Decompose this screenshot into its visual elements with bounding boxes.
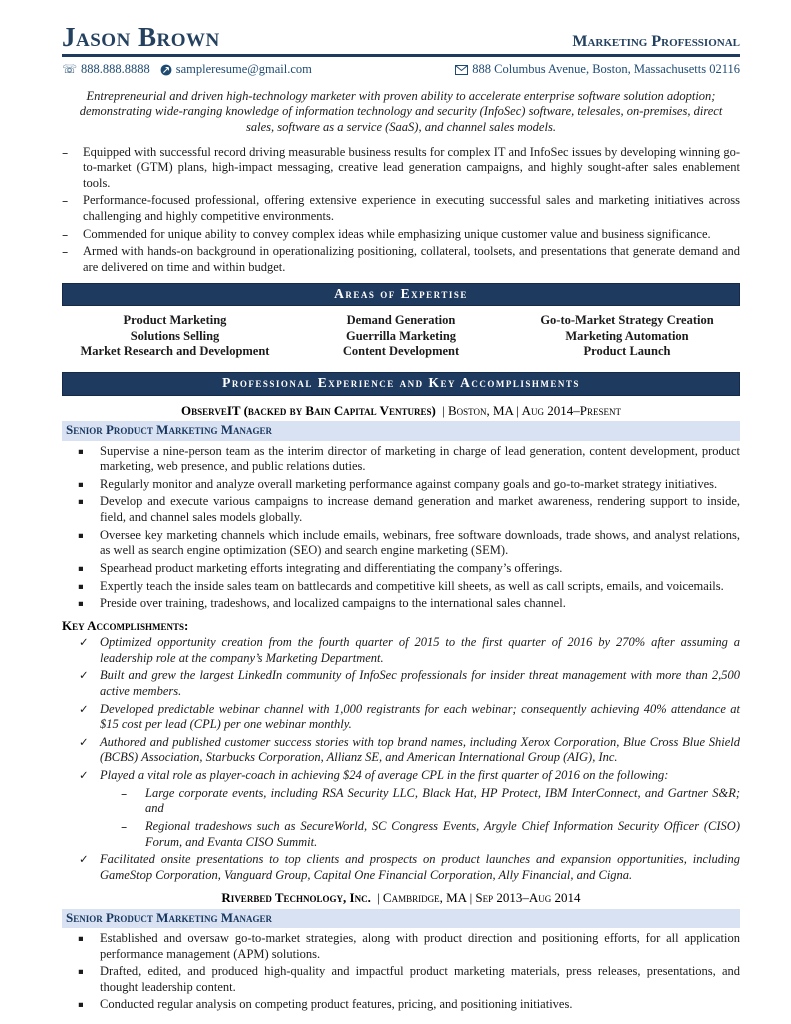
square-bullet-marker: ▪: [78, 530, 84, 541]
expertise-item: Product Launch: [583, 343, 671, 358]
postal-address: 888 Columbus Avenue, Boston, Massachusetts 02116: [472, 62, 740, 76]
check-bullet-marker: ✓: [79, 768, 89, 782]
expertise-item: Market Research and Development: [80, 343, 270, 358]
expertise-column: [514, 313, 740, 359]
accomplishment-text: Developed predictable webinar channel with 1,000 registrants for each webinar; consequently achieving 40% attendance at $15 cost per lead (CPL) per one webinar monthly.: [100, 701, 740, 732]
accomplishments-list: [79, 635, 740, 883]
accomplishment-text: Facilitated onsite presentations to top clients and prospects on product launches and expansion opportunities, including GameStop Corporation, Vanguard Group, Capital One Financial Corporation, Ally Financial, and Cigna.: [100, 852, 740, 882]
highlight-text: Equipped with successful record driving measurable business results for complex IT and InfoSec issues by developing winning go-to-market (GTM) plans, high-impact messaging, creative lead generation campaigns, and highly sought-after sales enablement tools.: [83, 144, 740, 190]
email-address: sampleresume@gmail.com: [175, 62, 312, 76]
expertise-column: [288, 313, 514, 359]
dash-bullet-marker: –: [62, 244, 69, 260]
key-accomplishments-heading: Key Accomplishments:: [62, 617, 189, 633]
list-item: [78, 561, 740, 577]
check-bullet-marker: ✓: [79, 635, 89, 649]
list-item: [62, 145, 740, 192]
check-bullet-marker: ✓: [79, 701, 89, 716]
accomplishment-text: Authored and published customer success stories with top brand names, including Xerox Corporation, Blue Cross Blue Shield (BCBS) Association, Starbucks Corporation, Allianz SE, and American International Group (AIG), Inc.: [100, 734, 740, 765]
list-item: [62, 244, 740, 275]
square-bullet-marker: ▪: [78, 446, 84, 457]
job-role-bar: Senior Product Marketing Manager: [62, 909, 740, 928]
candidate-name: Jason Brown: [62, 22, 220, 52]
expertise-item: Marketing Automation: [565, 328, 689, 343]
dash-bullet-marker: –: [62, 144, 69, 160]
company-name: ObserveIT (backed by Bain Capital Ventures): [181, 403, 436, 418]
dash-bullet-marker: –: [62, 226, 69, 242]
accomplishment-text: Played a vital role as player-coach in achieving $24 of average CPL in the first quarter of 2016 on the following:: [100, 768, 669, 782]
job-bullets: [78, 931, 740, 1013]
contact-left: [62, 62, 312, 78]
list-item: [62, 227, 740, 243]
section-banner-professional-experience: Professional Experience and Key Accomplishments: [62, 372, 740, 396]
envelope-icon: [455, 65, 468, 75]
highlight-text: Commended for unique ability to convey complex ideas while emphasizing unique customer value and business significance.: [83, 226, 711, 241]
job-bullets: [78, 444, 740, 612]
job-bullet-text: Spearhead product marketing efforts integrating and differentiating the company’s offerings.: [100, 560, 563, 575]
dash-bullet-marker: –: [62, 193, 69, 209]
list-item: [78, 931, 740, 962]
job-bullet-text: Expertly teach the inside sales team on battlecards and competitive kill sheets, as well as call scripts, emails, and voicemails.: [100, 578, 724, 593]
expertise-item: Demand Generation: [346, 313, 456, 328]
expertise-item: Go-to-Market Strategy Creation: [540, 313, 714, 328]
company-meta: | Cambridge, MA | Sep 2013–Aug 2014: [377, 890, 581, 906]
expertise-grid: [62, 306, 740, 367]
list-item: [78, 596, 740, 612]
highlight-text: Performance-focused professional, offering extensive experience in executing successful sales and marketing initiatives across challenging and highly competitive environments.: [83, 193, 740, 223]
check-bullet-marker: ✓: [79, 852, 89, 867]
square-bullet-marker: ▪: [78, 967, 84, 978]
expertise-item: Guerrilla Marketing: [345, 328, 457, 343]
list-item: [79, 702, 740, 733]
square-bullet-marker: ▪: [78, 1000, 84, 1011]
list-item: [78, 477, 740, 493]
list-item: [62, 193, 740, 224]
square-bullet-marker: ▪: [78, 599, 84, 610]
list-item: [121, 786, 740, 817]
square-bullet-marker: ▪: [78, 497, 84, 508]
professional-title: Marketing Professional: [572, 33, 740, 51]
job-role-bar: Senior Product Marketing Manager: [62, 421, 740, 440]
sub-bullet-list: [121, 786, 740, 851]
accomplishment-text: Optimized opportunity creation from the fourth quarter of 2015 to the first quarter of 2016 by 270% after assuming a leadership role at the company’s Marketing Department.: [100, 635, 740, 665]
highlights-list: [62, 145, 740, 276]
expertise-item: Solutions Selling: [130, 328, 220, 343]
list-item: [78, 494, 740, 525]
header: [62, 24, 740, 57]
address-contact: [455, 62, 740, 78]
list-item: [121, 819, 740, 850]
square-bullet-marker: ▪: [78, 479, 84, 490]
job-bullet-text: Preside over training, tradeshows, and localized campaigns to the international sales channel.: [100, 596, 566, 611]
job-bullet-text: Drafted, edited, and produced high-quality and impactful product marketing materials, press releases, presentations, and thought leadership content.: [100, 964, 740, 994]
square-bullet-marker: ▪: [78, 581, 84, 592]
company-line: [62, 403, 740, 419]
list-item: [78, 528, 740, 559]
company-meta: | Boston, MA | Aug 2014–Present: [442, 403, 621, 418]
summary-paragraph: Entrepreneurial and driven high-technology marketer with proven ability to accelerate enterprise software solution adoption; demonstrating wide-ranging knowledge of information technology and security (InfoSec) software, telesales, on-premises, direct sales, software as a service (SaaS), and channel sales models.: [79, 88, 723, 134]
company-name: Riverbed Technology, Inc.: [221, 890, 371, 906]
job-bullet-text: Established and oversaw go-to-market strategies, along with product direction and positioning efforts, for all application performance management (APM) solutions.: [100, 930, 740, 961]
list-item: [78, 444, 740, 475]
list-item: [79, 668, 740, 699]
section-banner-areas-of-expertise: Areas of Expertise: [62, 283, 740, 307]
highlight-text: Armed with hands-on background in operationalizing positioning, collateral, toolsets, and presentations that generate demand and are delivered on time and within budget.: [83, 244, 740, 274]
job-bullet-text: Conducted regular analysis on competing product features, pricing, and positioning initiatives.: [100, 997, 573, 1012]
phone-number: 888.888.8888: [81, 62, 150, 76]
job-bullet-text: Supervise a nine-person team as the interim director of marketing in charge of lead generation, content development, product marketing, web presence, and public relations duties.: [100, 443, 740, 474]
list-item: [79, 735, 740, 766]
job-bullet-text: Develop and execute various campaigns to increase demand generation and market awareness, rendering support to inside, field, and channel sales models globally.: [100, 494, 740, 524]
expertise-column: [62, 313, 288, 359]
square-bullet-marker: ▪: [78, 563, 84, 574]
job-bullet-text: Oversee key marketing channels which include emails, webinars, free software downloads, trade shows, and analyst relations, as well as search engine optimization (SEO) and search engine marketing (SEM).: [100, 527, 740, 558]
phone-contact: [62, 62, 150, 78]
check-bullet-marker: ✓: [79, 668, 89, 683]
contact-row: [62, 62, 740, 78]
send-circle-icon: [160, 64, 172, 76]
dash-bullet-marker: –: [121, 785, 128, 801]
expertise-item: Content Development: [342, 343, 460, 358]
list-item: [79, 635, 740, 666]
list-item: [79, 852, 740, 883]
phone-icon: ☏: [62, 62, 78, 77]
sub-bullet-text: Large corporate events, including RSA Security LLC, Black Hat, HP Protect, IBM InterConnect, and Gartner S&R; and: [145, 785, 740, 816]
square-bullet-marker: ▪: [78, 933, 84, 944]
list-item: [78, 964, 740, 995]
expertise-item: Product Marketing: [123, 313, 227, 328]
sub-bullet-text: Regional tradeshows such as SecureWorld, SC Congress Events, Argyle Chief Information Security Officer (CISO) Forum, and Evanta CISO Summit.: [145, 818, 740, 849]
list-item: [79, 768, 740, 784]
accomplishment-text: Built and grew the largest LinkedIn community of InfoSec professionals for insider threat management with more than 2,500 active members.: [100, 668, 740, 698]
job-bullet-text: Regularly monitor and analyze overall marketing performance against company goals and go-to-market strategy initiatives.: [100, 476, 718, 491]
company-line: [62, 890, 740, 906]
list-item: [78, 579, 740, 595]
list-item: [78, 997, 740, 1013]
email-contact: [160, 62, 312, 78]
dash-bullet-marker: –: [121, 818, 128, 834]
check-bullet-marker: ✓: [79, 734, 89, 749]
